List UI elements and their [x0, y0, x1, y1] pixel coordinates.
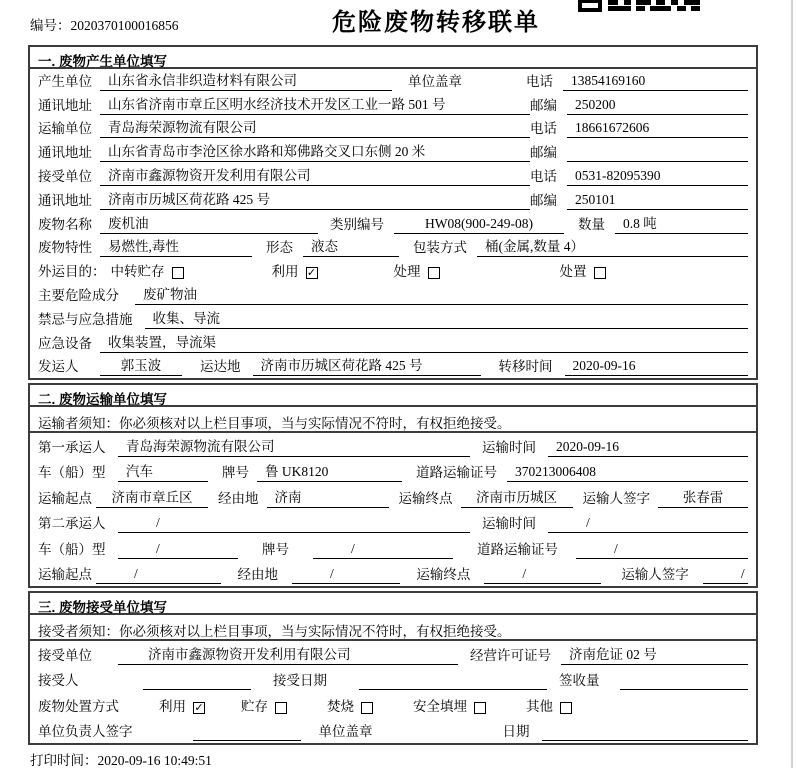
- carrier1-label: 第一承运人: [38, 439, 106, 455]
- row-hazard: [30, 283, 756, 307]
- transporter-label: 运输单位: [38, 121, 92, 137]
- row-waste-name: [30, 212, 756, 236]
- sign1-label: 运输人签字: [582, 490, 650, 506]
- transfer-form: [28, 45, 758, 748]
- option-label: 其他: [526, 698, 553, 714]
- addr2-value: 山东省青岛市李沧区徐水路和郑佛路交叉口东侧 20 米: [100, 143, 530, 162]
- time1-value: 2020-09-16: [548, 438, 748, 457]
- category-label: 类别编号: [330, 216, 384, 232]
- zip3-label: 邮编: [530, 192, 558, 208]
- license-no-label: 经营许可证号: [470, 647, 551, 663]
- consignor-label: 发运人: [38, 359, 79, 375]
- checkbox-icon: [428, 267, 440, 279]
- section-receiver: [28, 591, 758, 745]
- license2-label: 道路运输证号: [477, 541, 558, 557]
- section3-header: 三. 废物接受单位填写: [30, 593, 756, 615]
- receiver-label: 接受单位: [38, 168, 92, 184]
- end1-label: 运输终点: [398, 490, 453, 506]
- sign2-value: /: [703, 565, 748, 584]
- section2-header: 二. 废物运输单位填写: [30, 385, 756, 407]
- time1-label: 运输时间: [482, 439, 536, 455]
- receive-unit-value: 济南市鑫源物资开发利用有限公司: [118, 646, 458, 665]
- purpose-option-treat: [394, 263, 440, 281]
- vehicle2-label: 车（船）型: [38, 541, 106, 557]
- disposal-option-landfill: [413, 698, 486, 716]
- option-label: 利用: [271, 264, 299, 280]
- carrier1-value: 青岛海荣源物流有限公司: [118, 438, 470, 457]
- form-value: 液态: [303, 238, 399, 257]
- row-purpose: [30, 259, 756, 283]
- purpose-option-utilize: [272, 263, 318, 281]
- end1-value: 济南市历城区: [461, 489, 573, 508]
- origin1-value: 济南市章丘区: [96, 489, 208, 508]
- print-time: [30, 749, 212, 769]
- row-producer: [30, 69, 756, 93]
- row-waste-character: [30, 236, 756, 260]
- print-time-value: 2020-09-16 10:49:51: [97, 753, 212, 768]
- phone1-label: 电话: [526, 73, 553, 89]
- origin1-label: 运输起点: [38, 490, 92, 506]
- checkbox-mark: ✓: [306, 266, 317, 280]
- receive-date-label: 接受日期: [273, 673, 327, 689]
- receive-unit-label: 接受单位: [38, 647, 92, 663]
- vehicle1-label: 车（船）型: [38, 465, 106, 481]
- row-receiver: [30, 164, 756, 188]
- transfer-time-label: 转移时间: [498, 359, 553, 375]
- receiver-value: 济南市鑫源物资开发利用有限公司: [100, 167, 530, 186]
- date2-label: 日期: [502, 724, 530, 740]
- row-disposal: [30, 692, 756, 718]
- zip1-label: 邮编: [530, 97, 558, 113]
- option-label: 安全填埋: [413, 698, 467, 714]
- row-producer-address: [30, 93, 756, 117]
- via1-label: 经由地: [218, 490, 259, 506]
- row-transporter-address: [30, 140, 756, 164]
- option-label: 利用: [159, 698, 186, 714]
- producer-value: 山东省永信非织造材料有限公司: [100, 72, 392, 91]
- transporter-value: 青岛海荣源物流有限公司: [100, 119, 530, 138]
- taboo-value: 收集、导流: [145, 310, 749, 329]
- leader-signature-value: [193, 740, 301, 741]
- phone2-label: 电话: [530, 121, 558, 137]
- origin2-label: 运输起点: [38, 567, 92, 583]
- transporter-notice: 运输者须知：你必须核对以上栏目事项，当与实际情况不符时，有权拒绝接受。: [30, 407, 756, 433]
- addr2-label: 通讯地址: [38, 145, 92, 161]
- amount-value: [620, 689, 749, 690]
- checkbox-icon: [594, 267, 606, 279]
- page-edge-line: [791, 0, 793, 768]
- option-label: 处理: [393, 264, 421, 280]
- checkbox-checked-icon: [193, 702, 205, 714]
- disposal-option-storage: [241, 698, 287, 716]
- row-receiver-address: [30, 188, 756, 212]
- disposal-label: 废物处置方式: [38, 698, 119, 714]
- row-carrier1: [30, 433, 756, 459]
- qty-label: 数量: [578, 216, 605, 232]
- hazard-value: 废矿物油: [135, 286, 748, 305]
- row-route1: [30, 484, 756, 510]
- checkbox-icon: [361, 702, 373, 714]
- row-leader-signature: [30, 718, 756, 744]
- time2-label: 运输时间: [482, 516, 536, 532]
- via2-value: /: [292, 565, 400, 584]
- via1-value: 济南: [267, 489, 389, 508]
- section-producer: [28, 45, 758, 380]
- origin2-value: /: [96, 565, 221, 584]
- row-consignor: [30, 355, 756, 379]
- equipment-value: 收集装置，导流渠: [100, 334, 748, 353]
- vehicle2-value: /: [118, 540, 238, 559]
- phone2-value: 18661672606: [567, 119, 748, 138]
- disposal-option-incinerate: [327, 698, 373, 716]
- date2-value: [542, 740, 749, 741]
- qty-value: 0.8 吨: [615, 215, 748, 234]
- amount-label: 签收量: [559, 673, 600, 689]
- plate2-value: /: [313, 540, 453, 559]
- waste-name-label: 废物名称: [38, 216, 92, 232]
- row-vehicle1: [30, 459, 756, 485]
- sign1-value: 张春雷: [658, 489, 748, 508]
- producer-label: 产生单位: [38, 73, 92, 89]
- disposal-option-other: [526, 698, 572, 716]
- taboo-label: 禁忌与应急措施: [38, 311, 133, 327]
- equipment-label: 应急设备: [38, 335, 92, 351]
- row-taboo: [30, 307, 756, 331]
- row-receive-unit: [30, 641, 756, 667]
- section-transporter: [28, 383, 758, 588]
- qr-code-icon: [578, 0, 700, 12]
- doc-number-value: 2020370100016856: [70, 18, 179, 33]
- carrier2-value: /: [118, 514, 470, 533]
- option-label: 中转贮存: [110, 264, 165, 280]
- doc-number-label: 编号：: [30, 18, 71, 33]
- via2-label: 经由地: [237, 567, 278, 583]
- receive-date-value: [359, 689, 547, 690]
- row-equipment: [30, 331, 756, 355]
- option-label: 贮存: [241, 698, 268, 714]
- checkbox-icon: [275, 702, 287, 714]
- plate1-label: 牌号: [222, 465, 249, 481]
- print-time-label: 打印时间：: [30, 753, 98, 768]
- vehicle1-value: 汽车: [118, 463, 208, 482]
- checkbox-mark: ✓: [194, 700, 204, 714]
- license1-label: 道路运输证号: [416, 465, 497, 481]
- doc-number: [30, 14, 179, 34]
- dest-label: 运达地: [200, 359, 241, 375]
- addr3-label: 通讯地址: [38, 192, 92, 208]
- section1-header: 一. 废物产生单位填写: [30, 47, 756, 69]
- disposal-option-utilize: [159, 698, 205, 716]
- form-label: 形态: [266, 240, 293, 256]
- transfer-time-value: 2020-09-16: [565, 357, 749, 376]
- carrier2-label: 第二承运人: [38, 516, 106, 532]
- zip2-label: 邮编: [530, 145, 558, 161]
- packing-value: 桶(金属,数量 4）: [477, 238, 748, 257]
- phone3-value: 0531-82095390: [567, 167, 748, 186]
- license1-value: 370213006408: [507, 463, 748, 482]
- receive-person-label: 接受人: [38, 673, 79, 689]
- character-value: 易燃性,毒性: [100, 238, 252, 257]
- phone1-value: 13854169160: [563, 72, 748, 91]
- category-value: HW08(900-249-08): [394, 215, 564, 234]
- checkbox-icon: [560, 702, 572, 714]
- purpose-option-dispose: [560, 263, 606, 281]
- page-title: 危险废物转移联单: [332, 9, 540, 36]
- end2-label: 运输终点: [416, 567, 471, 583]
- seal-label: 单位盖章: [408, 73, 462, 89]
- consignor-value: 郭玉波: [100, 357, 182, 376]
- waste-name-value: 废机油: [100, 215, 318, 234]
- option-label: 焚烧: [327, 698, 354, 714]
- checkbox-checked-icon: [306, 267, 318, 279]
- receiver-notice: 接受者须知：你必须核对以上栏目事项，当与实际情况不符时，有权拒绝接受。: [30, 615, 756, 641]
- checkbox-icon: [172, 267, 184, 279]
- row-transporter: [30, 117, 756, 141]
- unit-seal-label: 单位盖章: [318, 724, 373, 740]
- plate2-label: 牌号: [262, 541, 289, 557]
- purpose-option-storage: [111, 263, 184, 281]
- hazard-label: 主要危险成分: [38, 287, 119, 303]
- end2-value: /: [484, 565, 601, 584]
- row-route2: [30, 561, 756, 587]
- zip2-value: [567, 161, 748, 162]
- receive-person-value: [143, 689, 251, 690]
- row-carrier2: [30, 510, 756, 536]
- option-label: 处置: [559, 264, 587, 280]
- zip1-value: 250200: [567, 96, 748, 115]
- time2-value: /: [548, 514, 748, 533]
- license2-value: /: [576, 540, 748, 559]
- purpose-label: 外运目的：: [38, 264, 106, 280]
- addr1-value: 山东省济南市章丘区明水经济技术开发区工业一路 501 号: [100, 96, 530, 115]
- packing-label: 包装方式: [413, 240, 467, 256]
- dest-value: 济南市历城区荷花路 425 号: [253, 357, 481, 376]
- license-no-value: 济南危证 02 号: [561, 646, 748, 665]
- sign2-label: 运输人签字: [621, 567, 689, 583]
- character-label: 废物特性: [38, 240, 92, 256]
- phone3-label: 电话: [530, 168, 558, 184]
- addr3-value: 济南市历城区荷花路 425 号: [100, 191, 530, 210]
- row-vehicle2: [30, 535, 756, 561]
- plate1-value: 鲁 UK8120: [257, 463, 402, 482]
- addr1-label: 通讯地址: [38, 97, 92, 113]
- zip3-value: 250101: [567, 191, 748, 210]
- leader-signature-label: 单位负责人签字: [38, 724, 133, 740]
- row-receive-person: [30, 667, 756, 693]
- checkbox-icon: [474, 702, 486, 714]
